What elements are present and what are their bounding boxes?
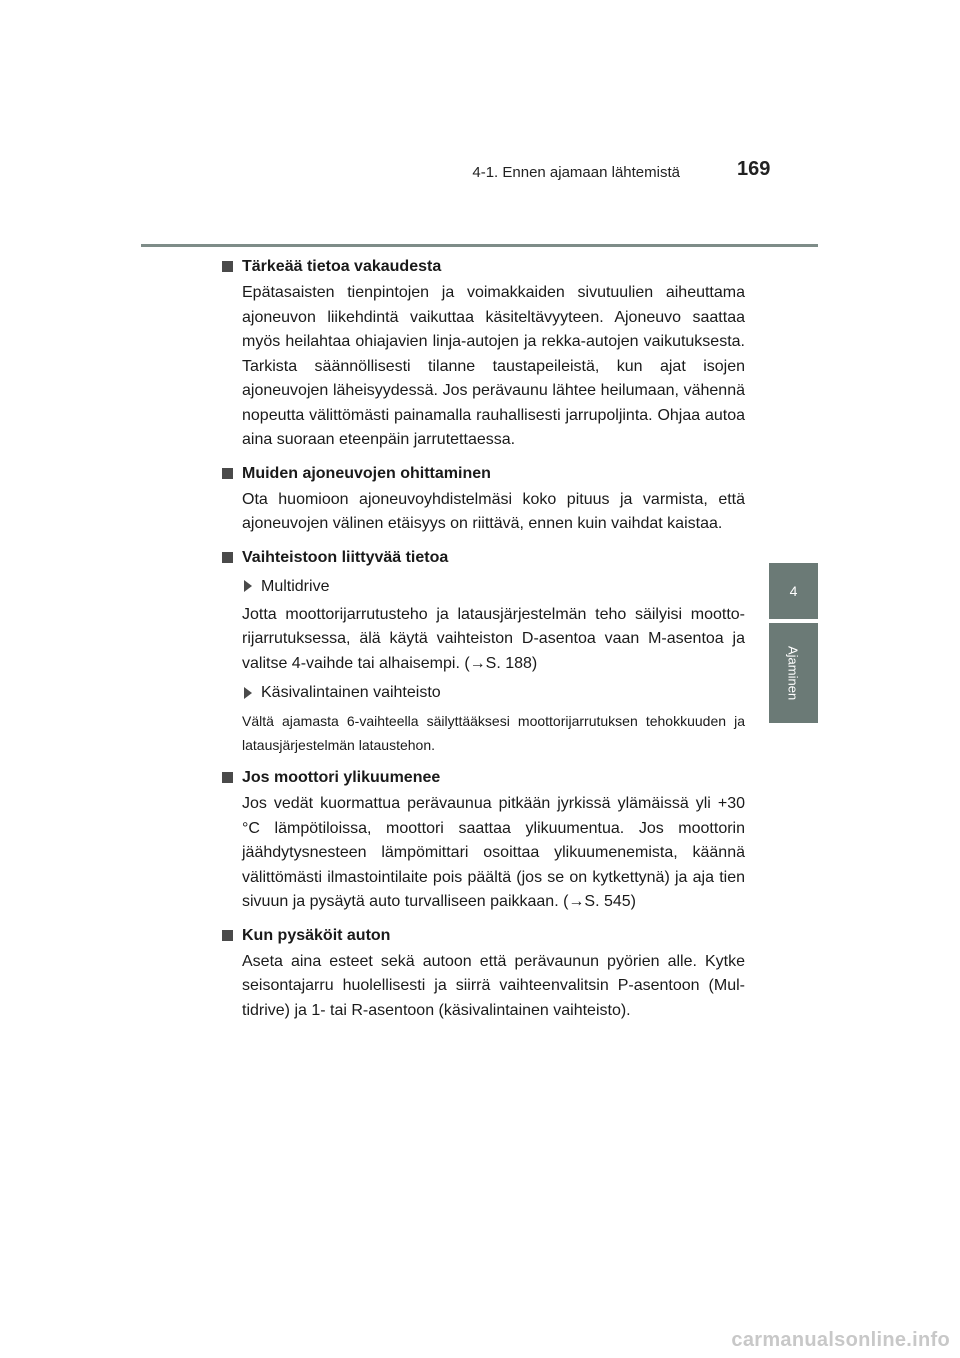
page-reference-link[interactable]: S. 545)	[584, 893, 636, 910]
triangle-bullet-icon	[244, 580, 252, 592]
page-ref-arrow-icon: →	[568, 893, 585, 910]
section-heading	[222, 461, 745, 486]
section-paragraph: Vältä ajamasta 6-vaihteella säilyttääksesi moottorijarrutuksen tehokkuuden ja latausjärjestelmän lataustehon.	[242, 713, 745, 753]
section-overtaking	[222, 461, 745, 537]
section-paragraph	[242, 603, 745, 677]
section-parking	[222, 923, 745, 1024]
section-paragraph: Ota huomioon ajoneuvoyhdistelmäsi koko pituus ja varmista, että ajoneuvojen välinen etäisyys on riittävä, ennen kuin vaihdat kaistaa.	[242, 490, 745, 532]
sub-heading-text: Käsivalintainen vaihteisto	[261, 684, 441, 701]
section-overheating	[222, 765, 745, 915]
heading-text: Kun pysäköit auton	[242, 926, 391, 944]
section-title: 4-1. Ennen ajamaan lähtemistä	[472, 164, 680, 181]
paragraph-text: Jos vedät kuormattua perävaunua pitkään jyrkissä ylämäissä yli +30 °C lämpötiloissa, moottori saattaa ylikuumentua. Jos moottorin jäähdytysnesteen lämpömittari osoittaa ylikuumenemista, käännä välittömästi ilmastointilaite pois päältä (jos se on kytkettynä) ja aja tien sivuun ja pysäytä auto turvalliseen paikkaan. (	[242, 795, 745, 910]
section-paragraph	[242, 792, 745, 915]
section-heading	[222, 254, 745, 279]
section-heading	[222, 923, 745, 948]
chapter-label-text: Ajaminen	[785, 645, 801, 701]
square-bullet-icon	[222, 552, 233, 563]
page-reference-link[interactable]: S. 188)	[485, 654, 538, 672]
square-bullet-icon	[222, 261, 233, 272]
watermark: carmanualsonline.info	[731, 1329, 950, 1351]
sub-heading-multidrive	[242, 574, 745, 599]
heading-text: Jos moottori ylikuumenee	[242, 769, 441, 786]
section-paragraph: Epätasaisten tienpintojen ja voimakkaiden sivutuulien aiheuttama ajoneuvon liikehdintä vaikuttaa käsiteltävyyteen. Ajoneuvo saattaa myös heilahtaa ohiajavien linja-autojen ja rekka-autojen vaikutuksesta. Tarkista säännöllisesti tilanne taustapeileistä, kun ajat isojen ajoneuvojen läheisyydessä. Jos perävaunu lähtee heilumaan, vähennä nopeutta välittömästi painamalla rauhallisesti jarrupoljinta. Ohjaa autoa aina suoraan eteenpäin jarrutettaessa.	[242, 284, 745, 448]
section-heading	[222, 765, 745, 790]
header-divider	[141, 244, 818, 247]
paragraph-text: Jotta moottorijarrutusteho ja latausjärjestelmän teho säilyisi moottorijarrutuksessa, älä käytä vaihteiston D-asentoa vaan M-asentoa ja valitse 4-vaihde tai alhaisempi. (	[242, 605, 745, 672]
chapter-tab-number[interactable]: 4	[769, 563, 818, 619]
page-ref-arrow-icon: →	[469, 654, 486, 672]
page-header	[0, 0, 960, 250]
triangle-bullet-icon	[244, 687, 252, 699]
page-content	[222, 254, 745, 1023]
square-bullet-icon	[222, 930, 233, 941]
section-transmission	[222, 545, 745, 758]
section-heading	[222, 545, 745, 570]
square-bullet-icon	[222, 772, 233, 783]
sub-heading-text: Multidrive	[261, 577, 330, 595]
sub-heading-manual	[242, 680, 745, 705]
heading-text: Tärkeää tietoa vakaudesta	[242, 258, 442, 275]
heading-text: Vaihteistoon liittyvää tietoa	[242, 548, 449, 566]
square-bullet-icon	[222, 468, 233, 479]
chapter-tab-label	[773, 628, 813, 718]
section-paragraph: Aseta aina esteet sekä autoon että perävaunun pyörien alle. Kytke seisontajarru huolellisesti ja siirrä vaihteenvalitsin P-asentoon (Multidrive) ja 1- tai R-asentoon (käsivalintainen vaihteisto).	[242, 952, 745, 1019]
page-number: 169	[737, 158, 771, 180]
heading-text: Muiden ajoneuvojen ohittaminen	[242, 464, 491, 482]
section-stability	[222, 254, 745, 453]
